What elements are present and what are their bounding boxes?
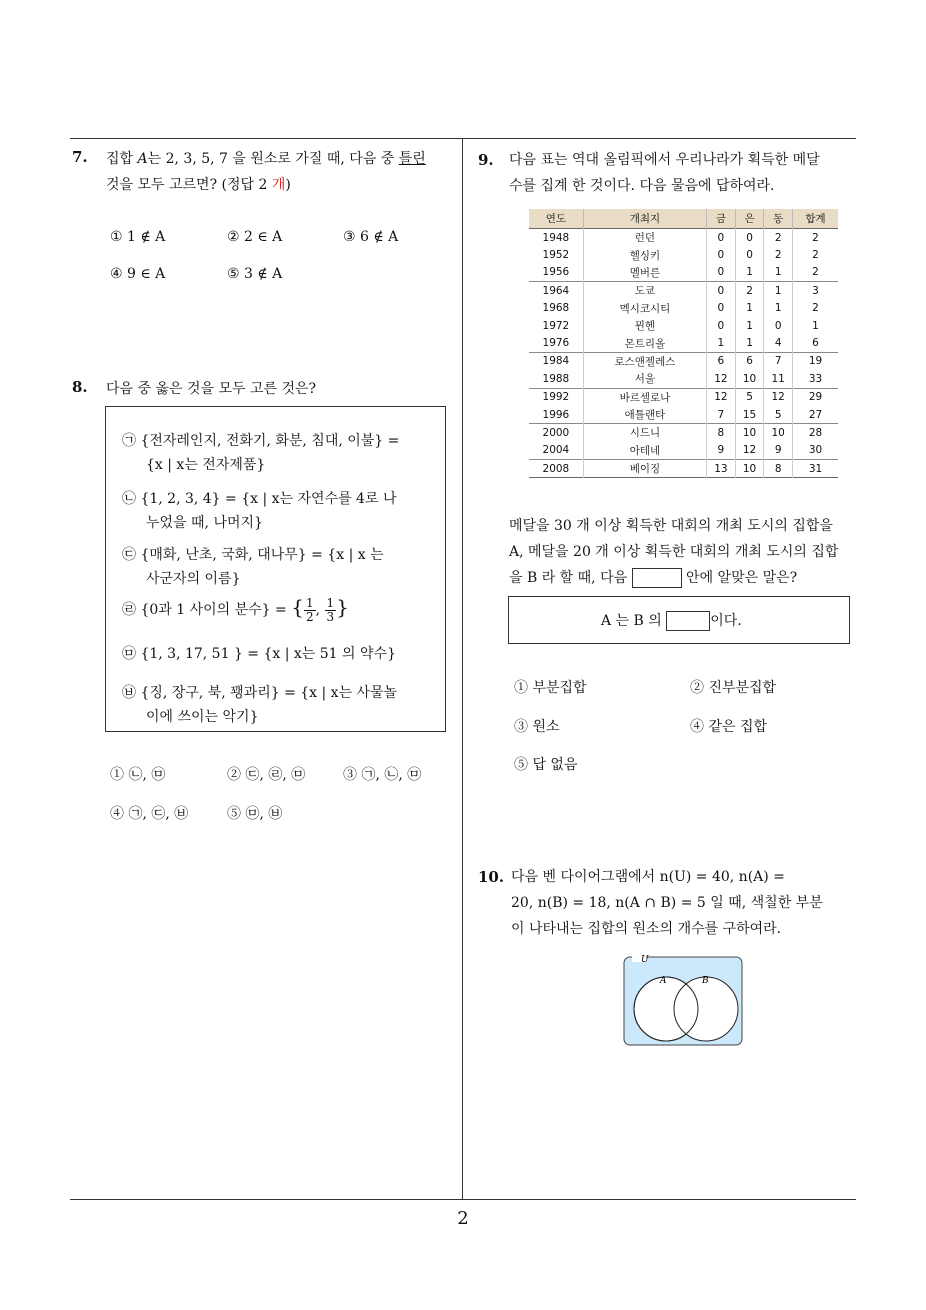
table-cell: 도쿄: [583, 282, 706, 300]
table-header-cell: 금: [707, 209, 736, 229]
table-cell: 1988: [542, 372, 570, 385]
table-row: [529, 370, 838, 388]
question-text: 다음 벤 다이어그램에서 n(U) = 40, n(A) = 20, n(B) = 18, n(A ∩ B) = 5 일 때, 색칠한 부분 이 나타내는 집합의 원소의 개수를 구하여라.: [511, 869, 823, 937]
table-cell: 1: [793, 317, 839, 334]
table-cell: 29: [793, 388, 839, 406]
q9-statement-box: [508, 596, 850, 644]
column-divider: [462, 138, 463, 1200]
fraction: $\frac{1}{3}$: [326, 595, 335, 624]
table-row: [529, 300, 838, 317]
table-header-cell: 연도: [529, 209, 583, 229]
table-cell: 31: [793, 460, 839, 478]
table-cell: 12: [764, 388, 793, 406]
table-cell: 1956: [542, 266, 570, 279]
table-cell: 28: [793, 424, 839, 442]
table-cell: 뮌헨: [583, 317, 706, 334]
table-header-cell: 개최지: [583, 209, 706, 229]
table-cell: 12: [707, 370, 736, 388]
table-cell: 1964: [529, 282, 583, 300]
table-cell: 3: [793, 282, 839, 300]
table-cell: 1968: [542, 302, 570, 315]
table-cell: 1948: [542, 231, 570, 244]
table-cell: 15: [735, 406, 764, 424]
table-cell: 10: [735, 370, 764, 388]
table-cell: 2: [764, 229, 793, 247]
table-cell: 10: [735, 460, 764, 478]
q9-paragraph: 메달을 30 개 이상 획득한 대회의 개최 도시의 집합을 A, 메달을 20 개 이상 획득한 대회의 개최 도시의 집합 을 B 라 할 때, 다음 안에 알맞은 말은?: [509, 518, 839, 586]
universe-label: U: [641, 955, 649, 965]
table-cell: 4: [764, 334, 793, 352]
table-cell: 로스앤젤레스: [583, 352, 706, 370]
table-cell: 10: [735, 424, 764, 442]
table-row: [529, 442, 838, 460]
venn-svg: [622, 955, 744, 1047]
table-cell: 6: [735, 352, 764, 370]
table-cell: 10: [764, 424, 793, 442]
table-cell: 애틀랜타: [583, 406, 706, 424]
table-cell: 2: [735, 282, 764, 300]
table-cell: 1: [764, 282, 793, 300]
table-cell: 11: [764, 370, 793, 388]
statement-3: ㉢ {매화, 난초, 국화, 대나무} = {x | x 는 사군자의 이름}: [122, 547, 384, 587]
table-cell: 1952: [542, 249, 570, 262]
statement-1: ㉠ {전자레인지, 전화기, 화분, 침대, 이불} = {x | x는 전자제품}: [122, 433, 400, 473]
table-cell: 6: [707, 352, 736, 370]
q8-statement-box: [105, 406, 446, 732]
table-cell: 1976: [542, 337, 570, 350]
table-cell: 2: [793, 246, 839, 263]
question-number: 8.: [72, 378, 88, 396]
table-cell: 멜버른: [583, 264, 706, 282]
statement-5: ㉤ {1, 3, 17, 51 } = {x | x는 51 의 약수}: [122, 646, 396, 662]
table-cell: 27: [793, 406, 839, 424]
table-cell: 0: [707, 300, 736, 317]
q7-choice-2[interactable]: ② 2 ∈ A: [227, 229, 283, 245]
table-cell: 1984: [529, 352, 583, 370]
table-cell: 2: [793, 264, 839, 282]
table-cell: 0: [707, 317, 736, 334]
table-row: [529, 406, 838, 424]
q7-choice-3[interactable]: ③ 6 ∉ A: [343, 229, 399, 245]
table-cell: 1996: [542, 408, 570, 421]
table-cell: 헬싱키: [583, 246, 706, 263]
table-cell: 0: [735, 246, 764, 263]
q9-choice-2[interactable]: ② 진부분집합: [690, 680, 777, 696]
table-row: [529, 246, 838, 263]
table-cell: 2008: [529, 460, 583, 478]
table-header-row: [529, 209, 838, 229]
table-cell: 서울: [583, 370, 706, 388]
table-cell: 19: [793, 352, 839, 370]
statement: A 는 B 의 이다.: [601, 613, 742, 629]
table-cell: 1: [735, 334, 764, 352]
table-cell: 몬트리올: [583, 334, 706, 352]
answer-blank: [666, 611, 710, 631]
set-b-label: B: [702, 976, 709, 986]
table-cell: 0: [735, 229, 764, 247]
table-header-cell: 합계: [793, 209, 839, 229]
table-row: [529, 352, 838, 370]
bottom-rule: [70, 1199, 856, 1200]
table-cell: 0: [707, 264, 736, 282]
table-cell: 6: [793, 334, 839, 352]
table-cell: 0: [707, 229, 736, 247]
top-rule: [70, 138, 856, 139]
q8-choice-2[interactable]: ② ㉢, ㉣, ㉤: [227, 767, 306, 783]
q7-choice-4[interactable]: ④ 9 ∈ A: [110, 266, 166, 282]
table-cell: 1: [764, 300, 793, 317]
q7-choice-5[interactable]: ⑤ 3 ∉ A: [227, 266, 283, 282]
table-cell: 1: [735, 264, 764, 282]
table-row: [529, 460, 838, 478]
table-cell: 0: [707, 282, 736, 300]
table-cell: 8: [764, 460, 793, 478]
table-cell: 2000: [529, 424, 583, 442]
table-row: [529, 317, 838, 334]
table-cell: 아테네: [583, 442, 706, 460]
table-cell: 5: [735, 388, 764, 406]
table-cell: 런던: [583, 229, 706, 247]
table-cell: 1972: [542, 319, 570, 332]
table-cell: 9: [764, 442, 793, 460]
table-cell: 7: [764, 352, 793, 370]
table-cell: 1: [707, 334, 736, 352]
table-cell: 1: [735, 300, 764, 317]
set-a-label: A: [660, 976, 667, 986]
table-cell: 33: [793, 370, 839, 388]
table-cell: 바르셀로나: [583, 388, 706, 406]
table-cell: 30: [793, 442, 839, 460]
q9-choice-3[interactable]: ③ 원소: [514, 719, 560, 735]
question-text: 다음 표는 역대 올림픽에서 우리나라가 획득한 메달 수를 집계 한 것이다. 다음 물음에 답하여라.: [509, 152, 820, 194]
q8-choice-3[interactable]: ③ ㉠, ㉡, ㉤: [343, 767, 422, 783]
medal-table: [529, 209, 838, 478]
table-cell: 시드니: [583, 424, 706, 442]
statement-4: ㉣ {0과 1 사이의 분수} = { $\frac{1}{2}$ , $\frac{1}{3}$ }: [122, 595, 349, 624]
answer-blank: [632, 568, 682, 588]
table-row: [529, 388, 838, 406]
table-cell: 7: [707, 406, 736, 424]
table-row: [529, 424, 838, 442]
table-cell: 2: [793, 229, 839, 247]
venn-diagram: [622, 955, 744, 1047]
table-header-cell: 동: [764, 209, 793, 229]
table-header-cell: 은: [735, 209, 764, 229]
question-text: 다음 중 옳은 것을 모두 고른 것은?: [106, 381, 317, 397]
page-number: 2: [457, 1208, 469, 1229]
table-row: [529, 264, 838, 282]
question-number: 9.: [478, 151, 494, 169]
question-number: 7.: [72, 148, 88, 166]
table-cell: 2: [764, 246, 793, 263]
set-b-circle: [674, 977, 738, 1041]
table-cell: 8: [707, 424, 736, 442]
question-text: 집합 A는 2, 3, 5, 7 을 원소로 가질 때, 다음 중 틀린 것을 모두 고르면? (정답 2 개): [106, 151, 426, 193]
q8-choice-1[interactable]: ① ㉡, ㉤: [110, 767, 166, 783]
table-cell: 12: [707, 388, 736, 406]
q9-choice-5[interactable]: ⑤ 답 없음: [514, 757, 578, 773]
table-cell: 13: [707, 460, 736, 478]
table-cell: 멕시코시티: [583, 300, 706, 317]
table-cell: 9: [707, 442, 736, 460]
q7-choice-1[interactable]: ① 1 ∉ A: [110, 229, 166, 245]
table-cell: 5: [764, 406, 793, 424]
table-row: [529, 282, 838, 300]
table-row: [529, 229, 838, 247]
table-cell: 12: [735, 442, 764, 460]
q8-choice-5[interactable]: ⑤ ㉤, ㉥: [227, 806, 283, 822]
table-cell: 2004: [542, 444, 570, 457]
q9-choice-1[interactable]: ① 부분집합: [514, 680, 587, 696]
question-number: 10.: [478, 868, 505, 886]
table-cell: 1: [764, 264, 793, 282]
q8-choice-4[interactable]: ④ ㉠, ㉢, ㉥: [110, 806, 189, 822]
table-row: [529, 334, 838, 352]
table-cell: 1992: [529, 388, 583, 406]
table-cell: 0: [764, 317, 793, 334]
table-cell: 1: [735, 317, 764, 334]
table-cell: 2: [793, 300, 839, 317]
statement-6: ㉥ {징, 장구, 북, 꽹과리} = {x | x는 사물놀 이에 쓰이는 악기}: [122, 685, 398, 725]
q9-choice-4[interactable]: ④ 같은 집합: [690, 719, 767, 735]
table-cell: 0: [707, 246, 736, 263]
fraction: $\frac{1}{2}$: [305, 595, 314, 624]
statement-2: ㉡ {1, 2, 3, 4} = {x | x는 자연수를 4로 나 누었을 때, 나머지}: [122, 491, 397, 531]
table-cell: 베이징: [583, 460, 706, 478]
